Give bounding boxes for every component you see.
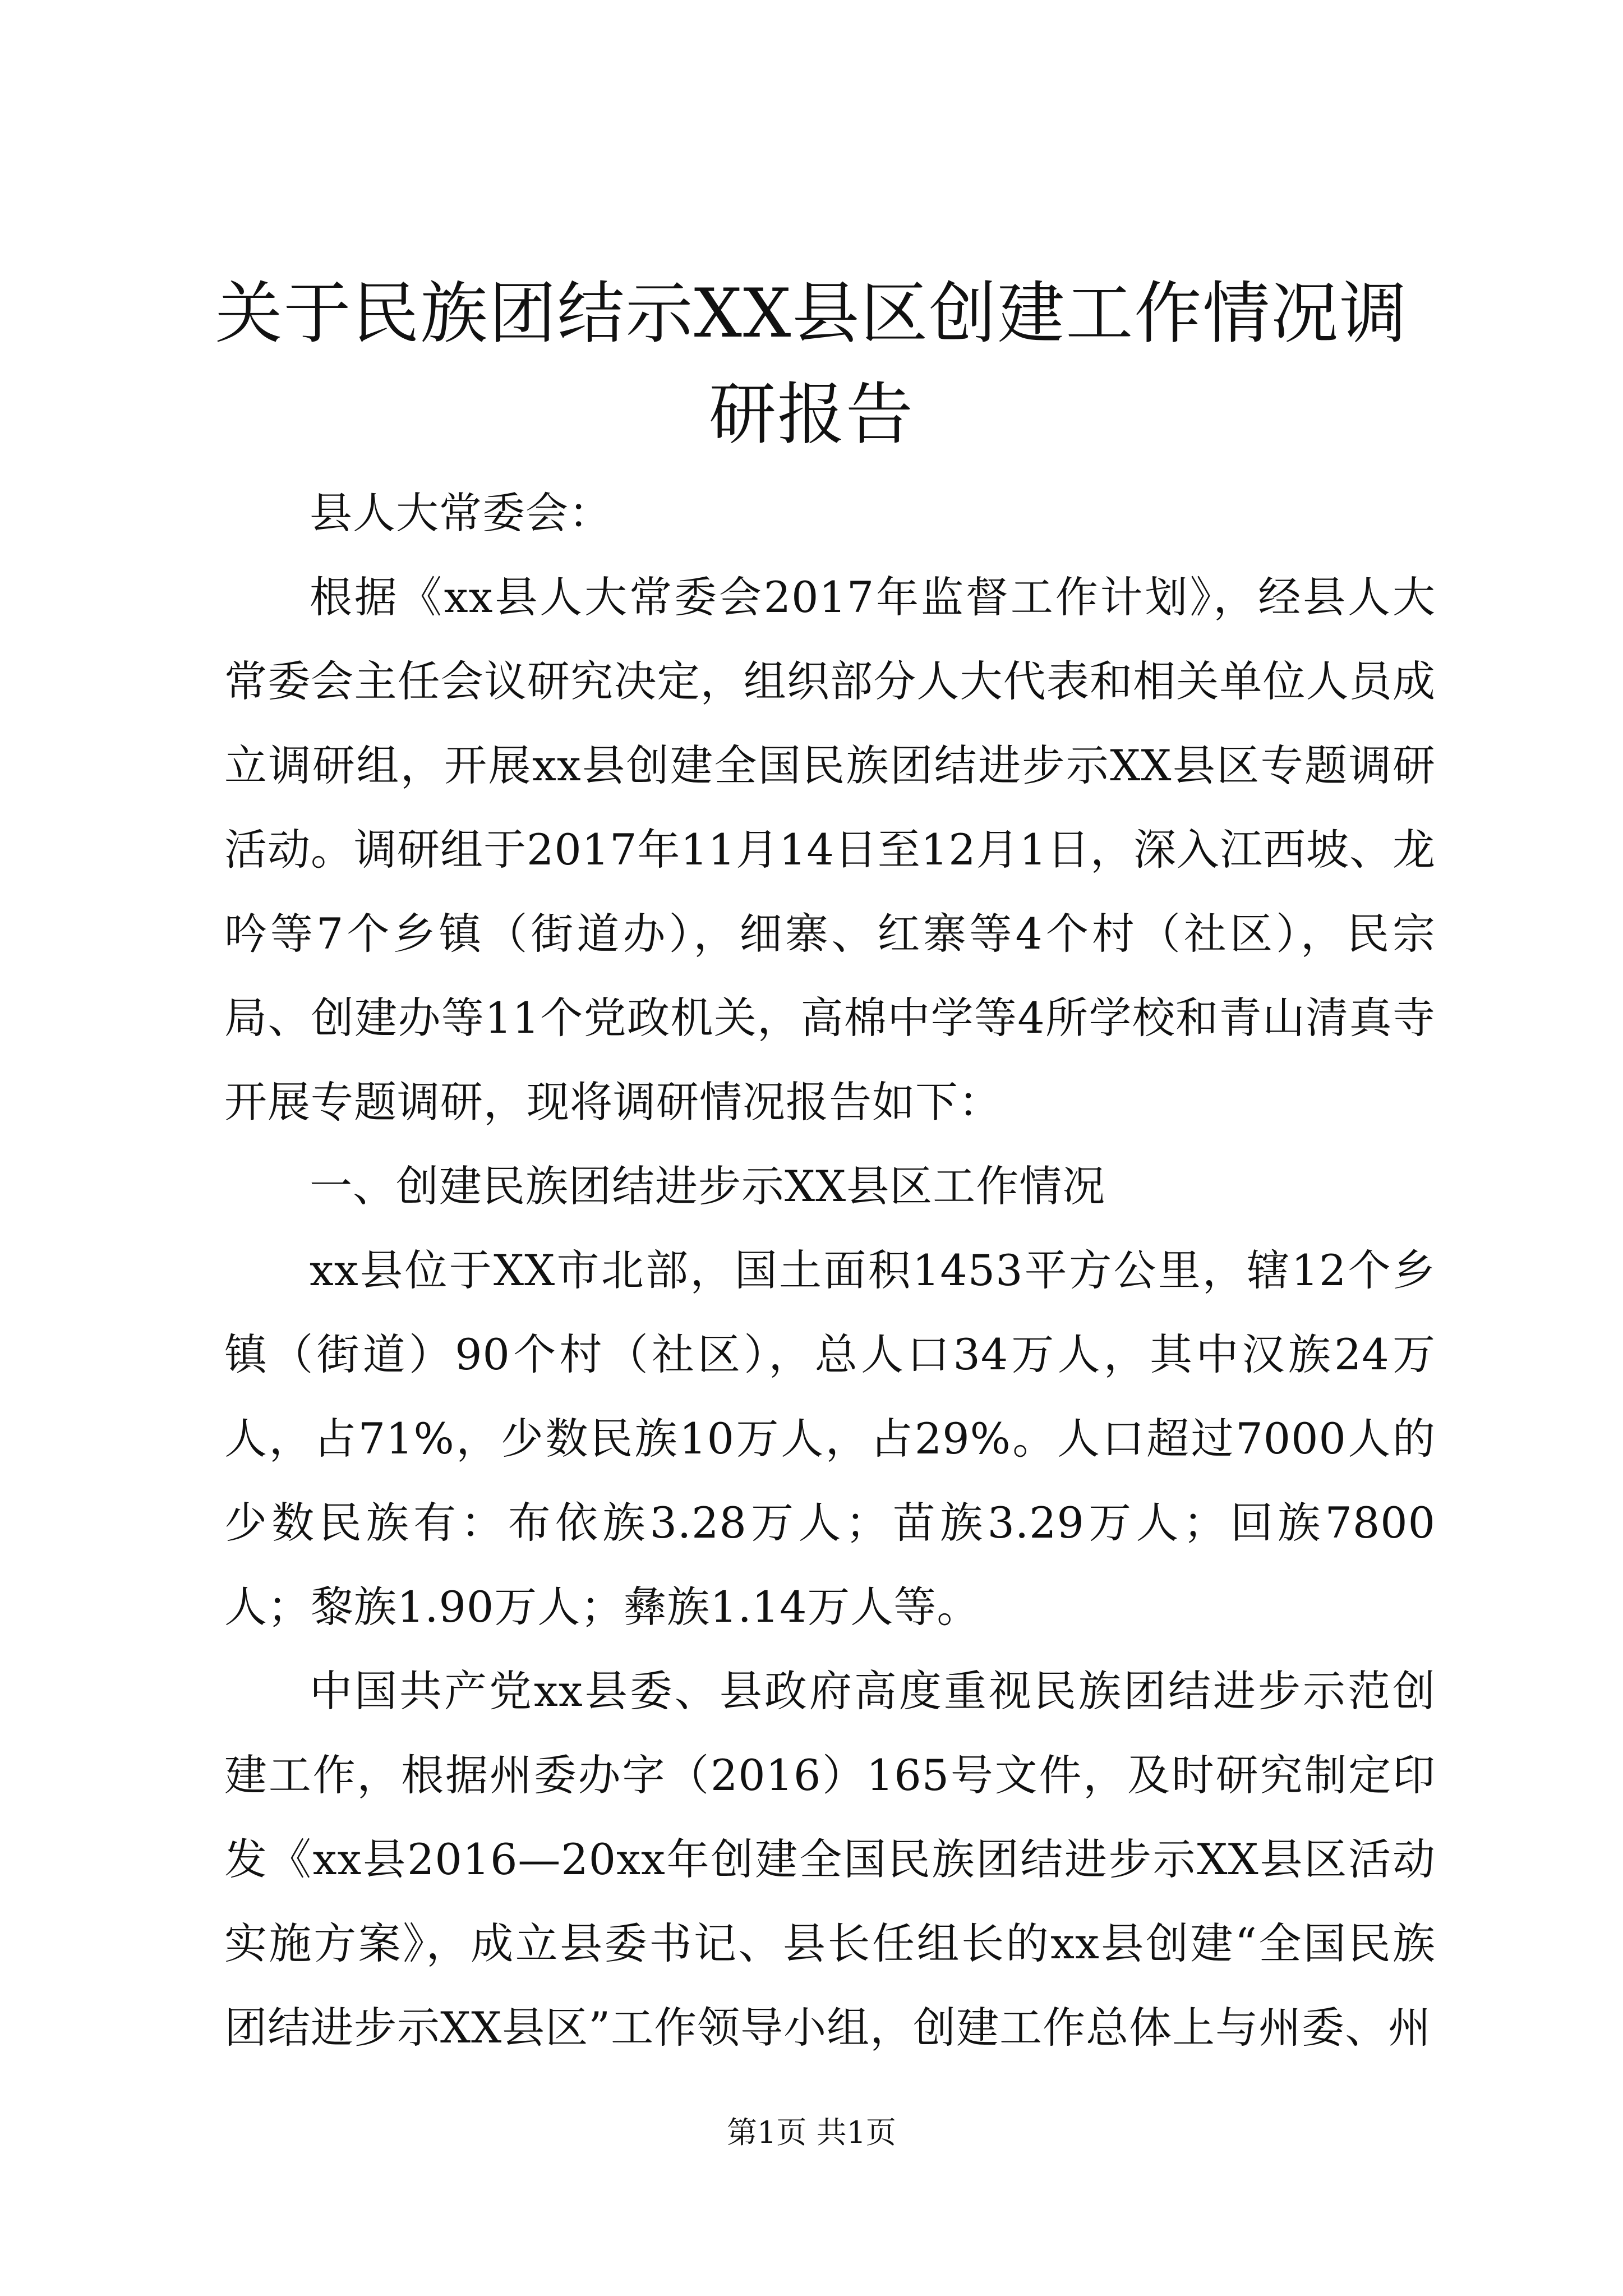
intro-paragraph: 根据《xx县人大常委会2017年监督工作计划》，经县人大常委会主任会议研究决定，组织部分人大代表和相关单位人员成立调研组，开展xx县创建全国民族团结进步示XX县区专题调研活动。调研组于2017年11月14日至12月1日，深入江西坡、龙吟等7个乡镇（街道办），细寨、红寨等4个村（社区），民宗局、创建办等11个党政机关，高棉中学等4所学校和青山清真寺开展专题调研，现将调研情况报告如下：	[224, 572, 1436, 1127]
county-overview-paragraph: xx县位于XX市北部，国土面积1453平方公里，辖12个乡镇（街道）90个村（社区），总人口34万人，其中汉族24万人，占71%，少数民族10万人，占29%。人口超过7000人的少数民族有：布依族3.28万人；苗族3.29万人；回族7800人；黎族1.90万人；彝族1.14万人等。	[224, 1245, 1436, 1632]
document-title: 关于民族团结示XX县区创建工作情况调研报告	[215, 275, 1408, 454]
section-heading: 一、创建民族团结进步示XX县区工作情况	[310, 1161, 1106, 1211]
document-body	[224, 471, 1436, 2070]
work-summary-paragraph: 中国共产党xx县委、县政府高度重视民族团结进步示范创建工作，根据州委办字（2016）165号文件，及时研究制定印发《xx县2016—20xx年创建全国民族团结进步示XX县区活动实施方案》，成立县委书记、县长任组长的xx县创建“全国民族团结进步示XX县区”工作领导小组，创建工作总体上与州委、州	[224, 1666, 1436, 2053]
page-footer: 第1页 共1页	[727, 2115, 896, 2150]
salutation: 县人大常委会：	[310, 488, 612, 538]
